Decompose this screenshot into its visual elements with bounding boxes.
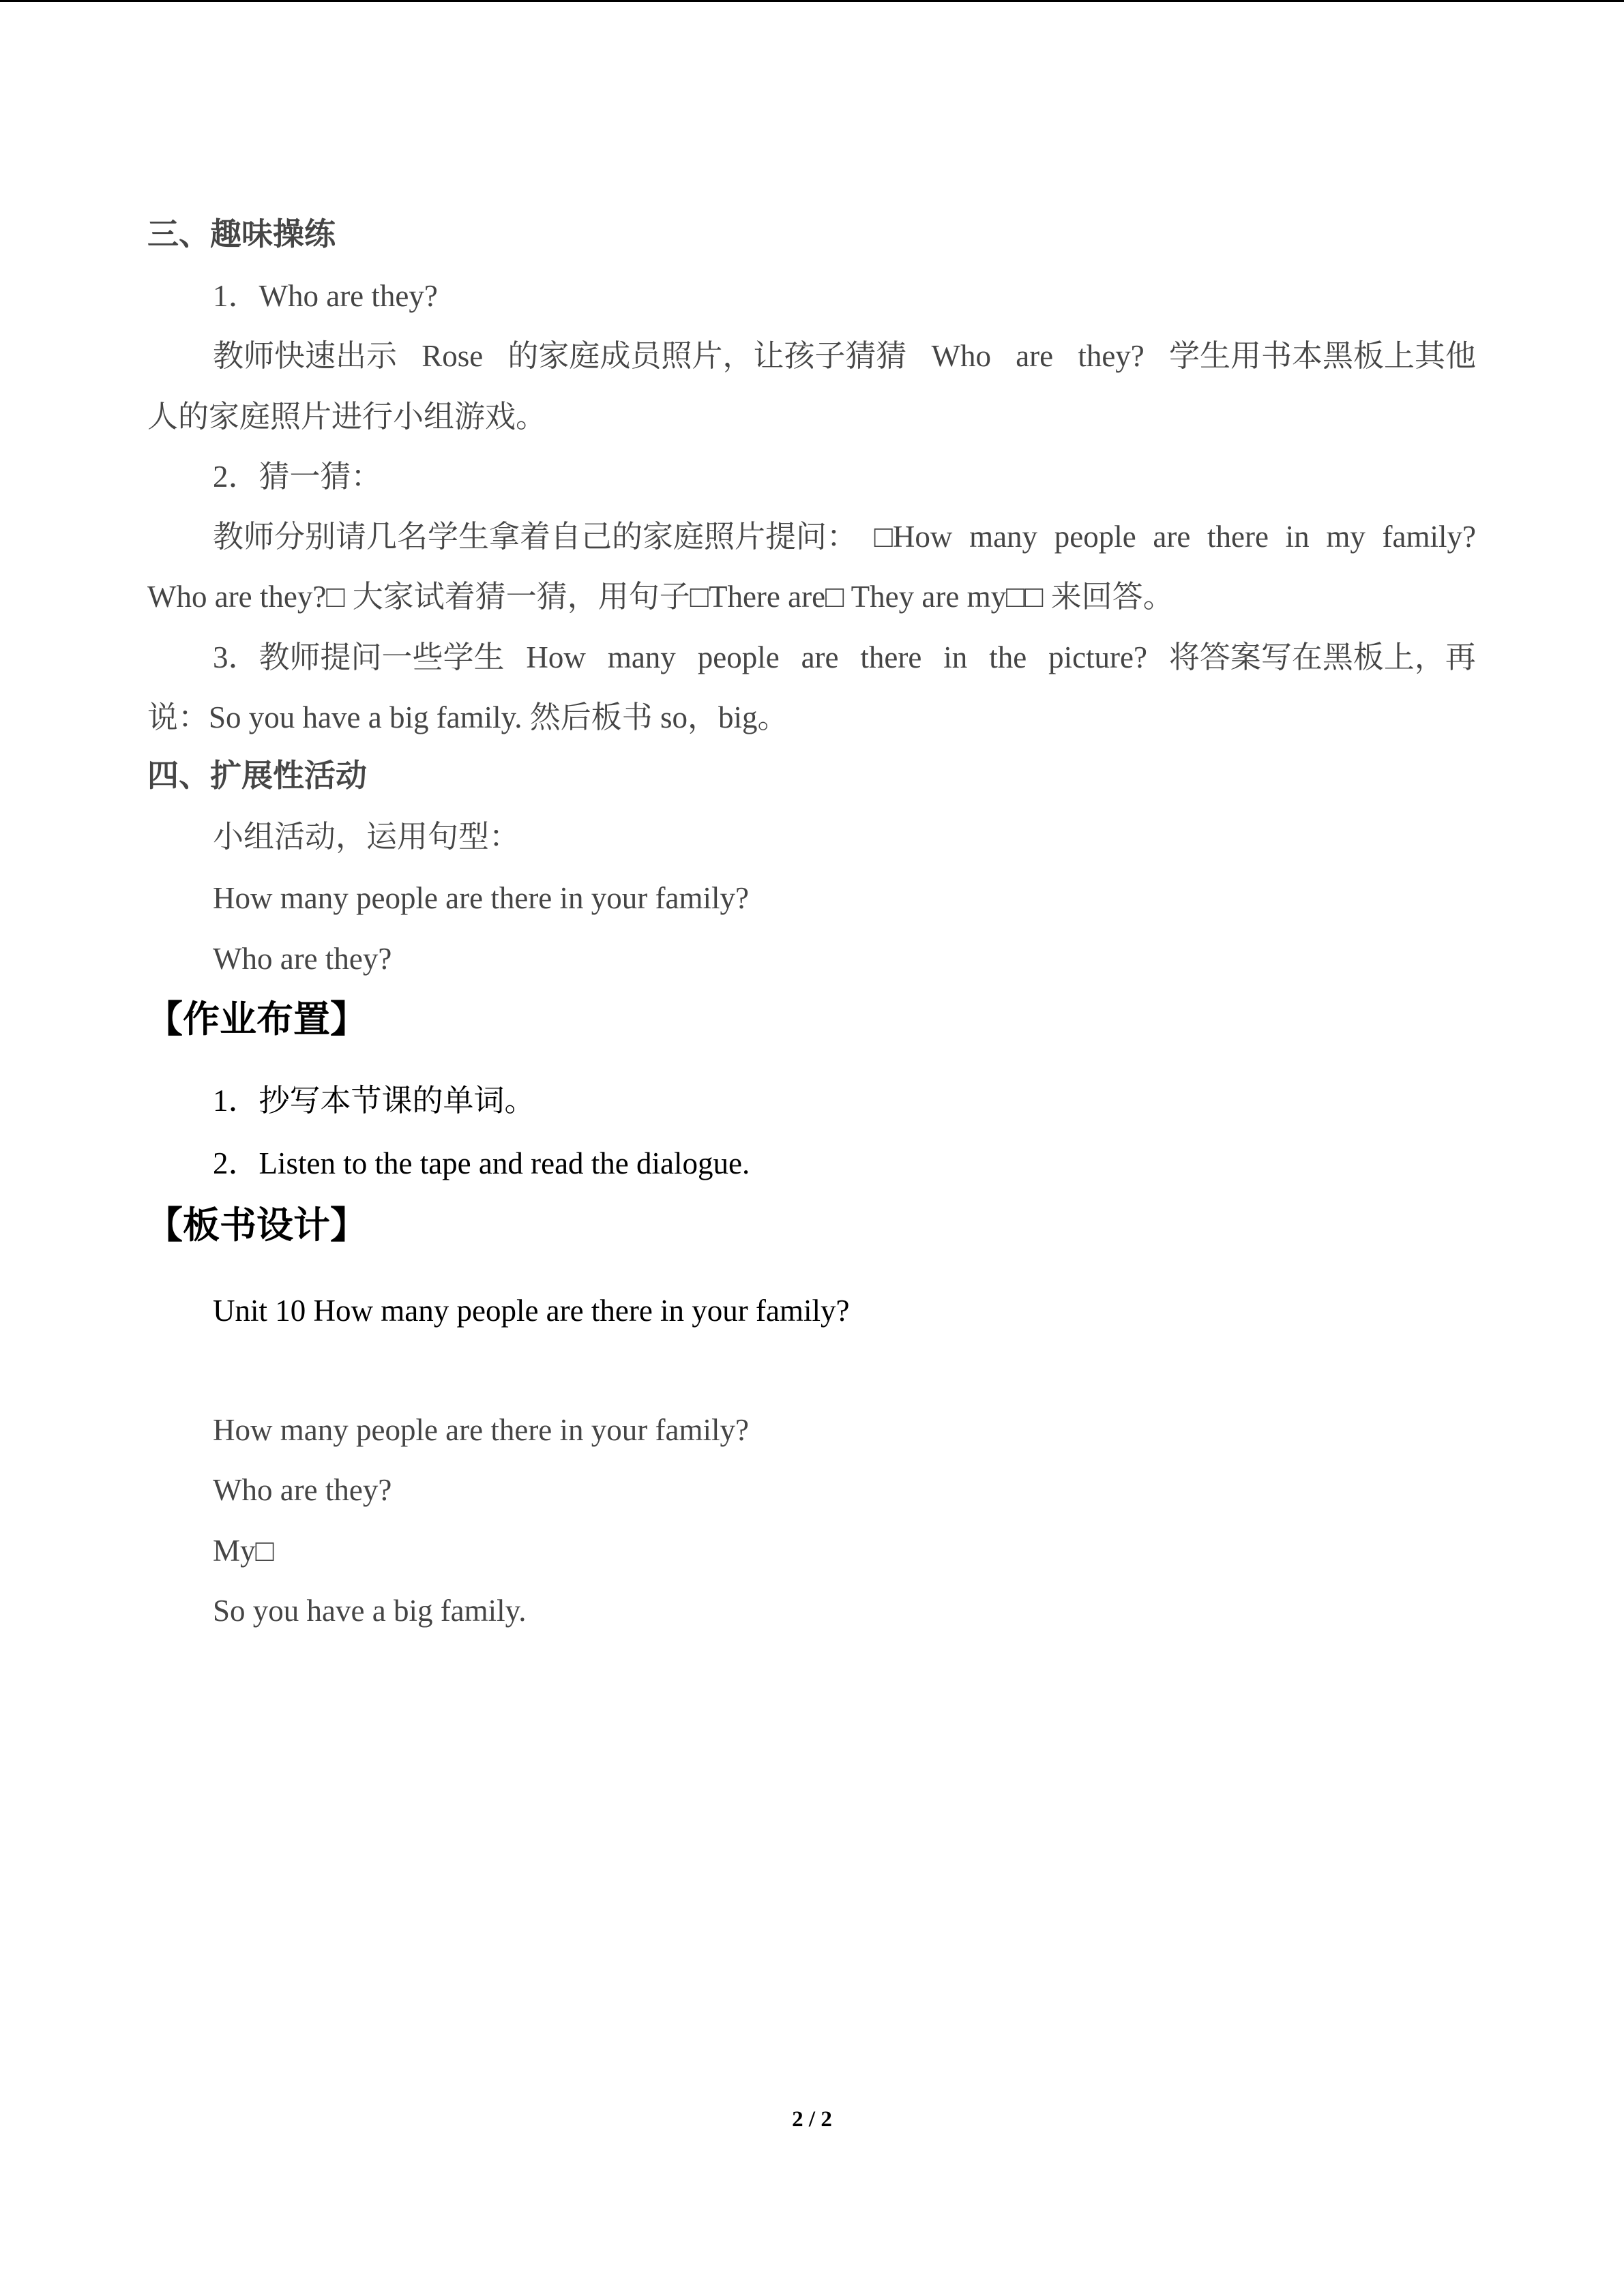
homework-item-1: 1．抄写本节课的单词。 bbox=[213, 1084, 535, 1118]
text-run: people bbox=[1054, 520, 1136, 554]
s4-question-1: How many people are there in your family? bbox=[213, 881, 749, 915]
s3-paragraph-2-line-1 bbox=[213, 522, 1476, 552]
board-heading: Unit 10 How many people are there in your family? bbox=[213, 1294, 850, 1328]
text-run: Who bbox=[931, 339, 992, 373]
text-run: 3．教师提问一些学生 bbox=[213, 640, 505, 674]
s3-paragraph-1-line-1 bbox=[213, 341, 1476, 372]
text-run: there bbox=[1207, 520, 1269, 554]
s3-paragraph-1-line-2: 人的家庭照片进行小组游戏。 bbox=[147, 400, 547, 434]
text-run: in bbox=[1285, 520, 1310, 554]
text-run: □How bbox=[874, 520, 953, 554]
text-run: my bbox=[1326, 520, 1365, 554]
board-line-1: How many people are there in your family? bbox=[213, 1413, 749, 1447]
board-design-title: 【板书设计】 bbox=[146, 1205, 367, 1246]
text-run: 教师快速出示 bbox=[213, 339, 398, 373]
s3-paragraph-3-line-1 bbox=[213, 642, 1476, 673]
s4-intro: 小组活动，运用句型： bbox=[213, 820, 520, 854]
board-line-2: Who are they? bbox=[213, 1473, 392, 1507]
text-run: many bbox=[969, 520, 1038, 554]
text-run: people bbox=[697, 640, 780, 674]
s3-item-1: 1．Who are they? bbox=[213, 279, 438, 313]
text-run: many bbox=[607, 640, 676, 674]
s4-question-2: Who are they? bbox=[213, 942, 392, 976]
homework-title: 【作业布置】 bbox=[146, 999, 367, 1040]
top-border-line bbox=[0, 0, 1624, 2]
text-run: they? bbox=[1078, 339, 1145, 373]
page-number: 2 / 2 bbox=[792, 2107, 832, 2132]
text-run: Rose bbox=[422, 339, 484, 373]
text-run: the bbox=[989, 640, 1027, 674]
text-run: 将答案写在黑板上，再 bbox=[1168, 640, 1476, 674]
section-3-title: 三、趣味操练 bbox=[147, 217, 336, 252]
text-run: are bbox=[1153, 520, 1191, 554]
s3-paragraph-3-line-2: 说：So you have a big family. 然后板书 so，big。 bbox=[147, 700, 788, 734]
text-run: picture? bbox=[1048, 640, 1147, 674]
s3-item-2: 2．猜一猜： bbox=[213, 460, 382, 494]
section-4-title: 四、扩展性活动 bbox=[147, 758, 367, 793]
text-run: family? bbox=[1382, 520, 1476, 554]
text-run: are bbox=[801, 640, 839, 674]
text-run: in bbox=[943, 640, 968, 674]
s3-paragraph-2-line-2: Who are they?□ 大家试着猜一猜，用句子□There are□ They are my□□ 来回答。 bbox=[147, 580, 1174, 614]
text-run: How bbox=[526, 640, 586, 674]
text-run: are bbox=[1016, 339, 1054, 373]
text-run: 教师分别请几名学生拿着自己的家庭照片提问： bbox=[213, 520, 858, 554]
board-line-3: My□ bbox=[213, 1534, 274, 1568]
board-line-4: So you have a big family. bbox=[213, 1594, 527, 1628]
text-run: there bbox=[860, 640, 922, 674]
homework-item-2: 2．Listen to the tape and read the dialogue. bbox=[213, 1146, 750, 1180]
text-run: 的家庭成员照片，让孩子猜猜 bbox=[507, 339, 907, 373]
text-run: 学生用书本黑板上其他 bbox=[1168, 339, 1476, 373]
